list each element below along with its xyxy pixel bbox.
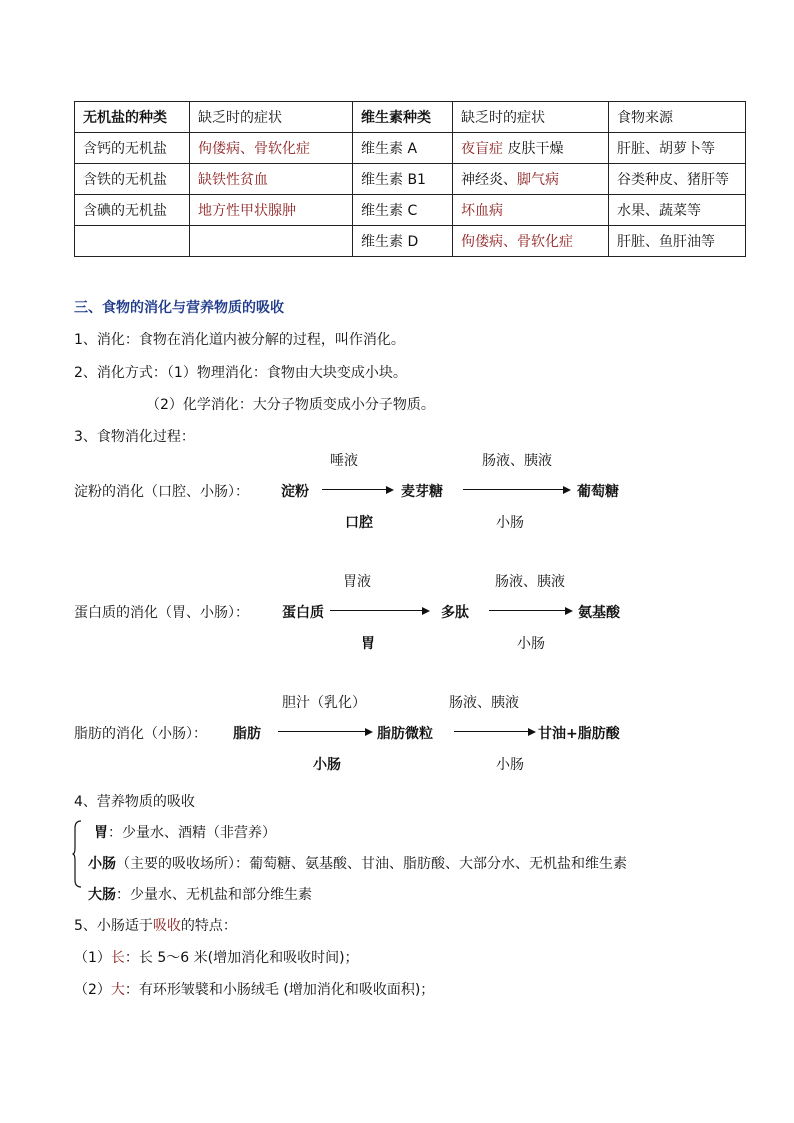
- absorption-small-intestine-line: [88, 853, 627, 873]
- mineral-type-cell: 含钙的无机盐: [75, 133, 190, 164]
- food-source-cell: 肝脏、鱼肝油等: [609, 226, 746, 257]
- starch-enzyme-2: 肠液、胰液: [482, 453, 552, 469]
- table-header-cell: 维生素种类: [353, 102, 453, 133]
- fat-site-2: 小肠: [496, 757, 524, 773]
- section-title: 三、食物的消化与营养物质的吸收: [74, 300, 284, 316]
- fat-substance-1: 脂肪: [233, 726, 261, 742]
- vitamin-type-cell: 维生素 A: [353, 133, 453, 164]
- paragraph-digestion-methods: 2、消化方式：（1）物理消化：食物由大块变成小块。: [74, 365, 407, 381]
- starch-substance-2: 麦芽糖: [401, 484, 443, 500]
- feature-large-text: ：有环形皱襞和小肠绒毛 (增加消化和吸收面积)；: [124, 982, 435, 998]
- protein-site-2: 小肠: [517, 636, 545, 652]
- mineral-type-cell: [75, 226, 190, 257]
- protein-substance-3: 氨基酸: [578, 605, 620, 621]
- absorption-heading: 4、营养物质的吸收: [74, 794, 195, 810]
- arrow-icon: [489, 610, 571, 611]
- fat-enzyme-2: 肠液、胰液: [449, 695, 519, 711]
- table-header-cell: 无机盐的种类: [75, 102, 190, 133]
- starch-site-2: 小肠: [496, 515, 524, 531]
- absorption-stomach-line: [94, 822, 276, 842]
- food-source-cell: 谷类种皮、猪肝等: [609, 164, 746, 195]
- table-header-cell: 缺乏时的症状: [190, 102, 353, 133]
- vitamin-symptom-text: 皮肤干燥: [503, 141, 564, 157]
- mineral-symptom-cell: 佝偻病、骨软化症: [190, 133, 353, 164]
- table-header-cell: 食物来源: [609, 102, 746, 133]
- vitamin-symptom-highlight: 脚气病: [517, 172, 559, 188]
- small-intestine-text: （主要的吸收场所）：葡萄糖、氨基酸、甘油、脂肪酸、大部分水、无机盐和维生素: [116, 856, 627, 872]
- fat-substance-2: 脂肪微粒: [377, 726, 433, 742]
- arrow-icon: [278, 731, 371, 732]
- table-row: [75, 195, 746, 226]
- protein-substance-2: 多肽: [441, 605, 469, 621]
- vitamin-symptom-cell: [453, 195, 609, 226]
- vitamin-symptom-cell: [453, 226, 609, 257]
- starch-site-1: 口腔: [345, 515, 373, 531]
- fat-substance-3: 甘油+脂肪酸: [538, 726, 620, 742]
- protein-label: 蛋白质的消化（胃、小肠）：: [74, 605, 249, 621]
- mineral-symptom-cell: [190, 226, 353, 257]
- fat-label: 脂肪的消化（小肠）：: [74, 726, 207, 742]
- feature-long-key: 长: [110, 950, 125, 966]
- table-row: [75, 133, 746, 164]
- arrow-icon: [330, 610, 428, 611]
- arrow-icon: [322, 489, 392, 490]
- paragraph-digestion-definition: 1、消化：食物在消化道内被分解的过程，叫作消化。: [74, 332, 405, 348]
- vitamin-type-cell: 维生素 D: [353, 226, 453, 257]
- features-heading-b: 吸收: [152, 918, 181, 934]
- table-row: [75, 226, 746, 257]
- features-heading-c: 的特点：: [180, 918, 237, 934]
- stomach-text: ：少量水、酒精（非营养）: [108, 825, 276, 841]
- stomach-label: 胃: [94, 825, 108, 841]
- mineral-symptom-cell: 缺铁性贫血: [190, 164, 353, 195]
- feature-long-num: （1）: [74, 950, 111, 966]
- mineral-type-cell: 含碘的无机盐: [75, 195, 190, 226]
- feature-large-key: 大: [110, 982, 125, 998]
- protein-enzyme-2: 肠液、胰液: [495, 574, 565, 590]
- vitamin-symptom-highlight: 夜盲症: [461, 141, 503, 157]
- food-source-cell: 肝脏、胡萝卜等: [609, 133, 746, 164]
- paragraph-process-heading: 3、食物消化过程：: [74, 429, 195, 445]
- arrow-icon: [454, 731, 534, 732]
- large-intestine-text: ：少量水、无机盐和部分维生素: [116, 887, 312, 903]
- table-row: [75, 164, 746, 195]
- vitamin-type-cell: 维生素 B1: [353, 164, 453, 195]
- feature-large-num: （2）: [74, 982, 111, 998]
- fat-enzyme-1: 胆汁（乳化）: [282, 695, 366, 711]
- starch-substance-1: 淀粉: [281, 484, 309, 500]
- small-intestine-label: 小肠: [88, 856, 116, 872]
- protein-substance-1: 蛋白质: [282, 605, 324, 621]
- vitamin-symptom-text: 神经炎、: [461, 172, 517, 188]
- large-intestine-label: 大肠: [88, 887, 116, 903]
- feature-long-text: ：长 5～6 米(增加消化和吸收时间)；: [124, 950, 359, 966]
- features-heading: [74, 915, 237, 935]
- food-source-cell: 水果、蔬菜等: [609, 195, 746, 226]
- starch-substance-3: 葡萄糖: [577, 484, 619, 500]
- vitamin-symptom-highlight: 佝偻病、骨软化症: [461, 234, 573, 250]
- mineral-type-cell: 含铁的无机盐: [75, 164, 190, 195]
- vitamin-symptom-cell: [453, 133, 609, 164]
- features-heading-a: 5、小肠适于: [74, 918, 153, 934]
- feature-large: [74, 979, 434, 999]
- arrow-icon: [463, 489, 569, 490]
- table-header-row: [75, 102, 746, 133]
- vitamin-symptom-cell: [453, 164, 609, 195]
- vitamin-symptom-highlight: 坏血病: [461, 203, 503, 219]
- starch-enzyme-1: 唾液: [330, 453, 358, 469]
- vitamin-type-cell: 维生素 C: [353, 195, 453, 226]
- mineral-symptom-cell: 地方性甲状腺肿: [190, 195, 353, 226]
- table-header-cell: 缺乏时的症状: [453, 102, 609, 133]
- starch-label: 淀粉的消化（口腔、小肠）：: [74, 484, 249, 500]
- nutrient-table: [74, 101, 746, 257]
- feature-long: [74, 947, 359, 967]
- fat-site-1: 小肠: [313, 757, 341, 773]
- absorption-large-intestine-line: [88, 884, 312, 904]
- protein-site-1: 胃: [361, 636, 375, 652]
- paragraph-chemical-digestion: （2）化学消化：大分子物质变成小分子物质。: [146, 397, 435, 413]
- brace-icon: [72, 820, 82, 888]
- protein-enzyme-1: 胃液: [343, 574, 371, 590]
